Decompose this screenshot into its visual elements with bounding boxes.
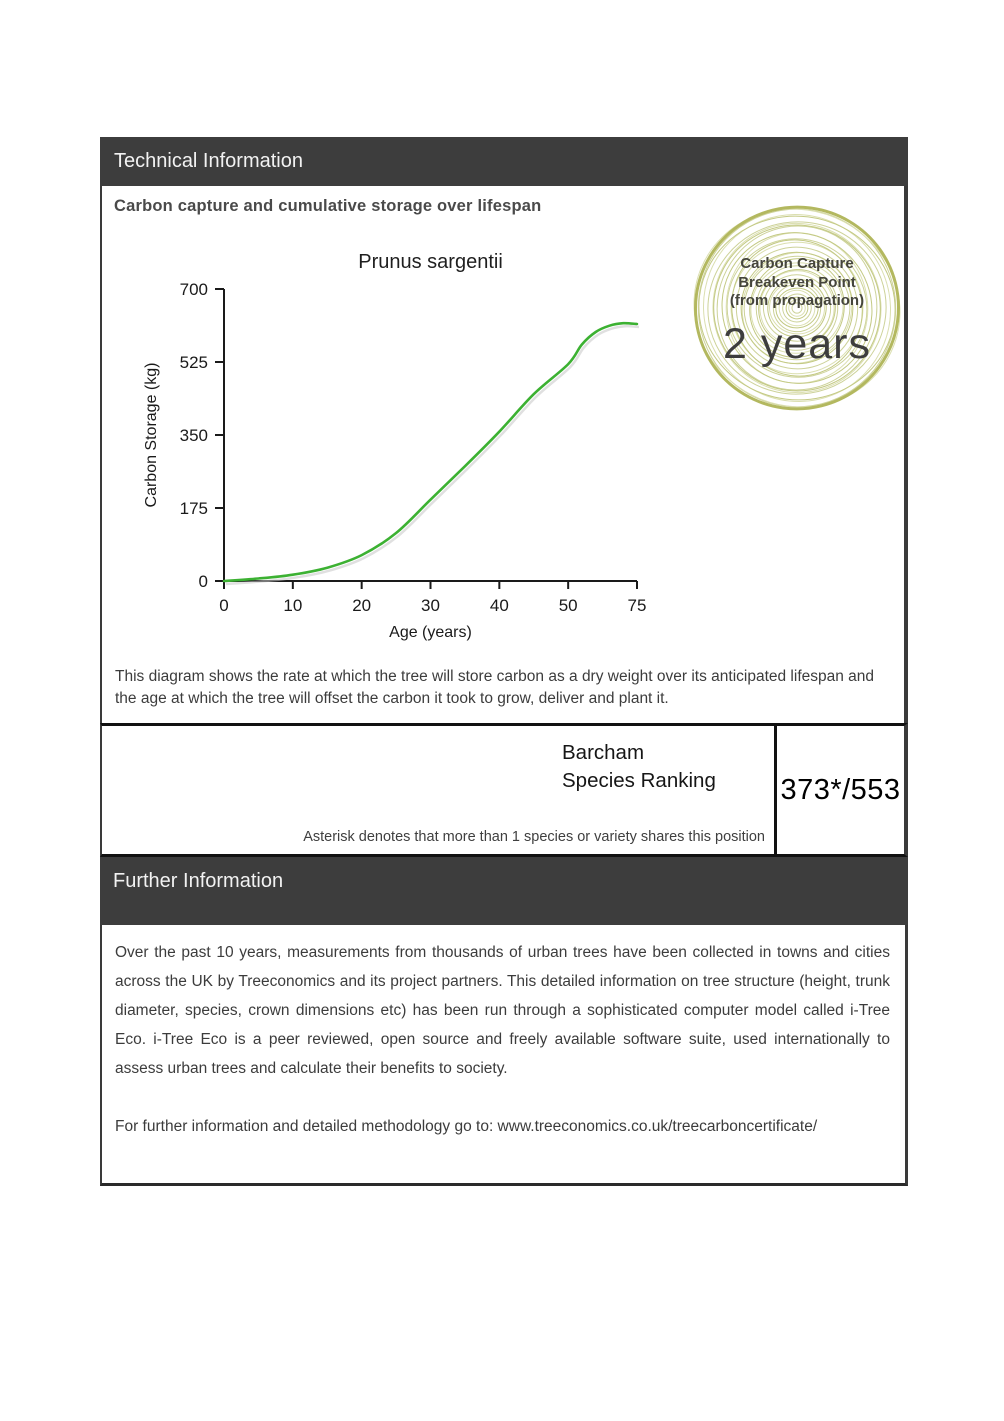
further-information-header	[100, 857, 908, 925]
svg-text:30: 30	[421, 596, 440, 615]
further-information-link-line: For further information and detailed methodology go to: www.treeconomics.co.uk/treecarboncertificate/	[115, 1118, 818, 1135]
technical-information-title: Technical Information	[114, 150, 303, 172]
species-ranking-value: 373*/553	[774, 726, 904, 854]
certificate-content	[100, 137, 908, 1186]
breakeven-badge	[687, 198, 907, 418]
chart-section-heading: Carbon capture and cumulative storage over lifespan	[114, 197, 542, 215]
svg-text:700: 700	[179, 280, 208, 299]
badge-line-1: Carbon Capture	[740, 255, 854, 272]
svg-text:0: 0	[198, 572, 208, 591]
badge-line-2: Breakeven Point	[738, 273, 856, 291]
further-information-paragraph: Over the past 10 years, measurements from thousands of urban trees have been collected in towns and cities across the UK by Treeconomics and its project partners. This detailed information on tree structure (height, trunk diameter, species, crown dimensions etc) has been run through a sophisticated computer model called i-Tree Eco. i-Tree Eco is a peer reviewed, open source and freely available software suite, used internationally to assess urban trees and calculate their benefits to society.	[115, 944, 890, 1077]
carbon-chart-svg	[142, 241, 682, 646]
further-information-body	[100, 925, 908, 1186]
svg-text:40: 40	[489, 596, 509, 615]
breakeven-value: 2 years	[722, 319, 871, 368]
svg-text:350: 350	[179, 426, 208, 445]
technical-information-header	[100, 137, 908, 186]
svg-text:Age (years): Age (years)	[389, 624, 472, 641]
asterisk-note: Asterisk denotes that more than 1 species or variety shares this position	[303, 829, 765, 845]
species-ranking-left-cell	[102, 726, 774, 854]
breakeven-badge-text	[687, 198, 907, 418]
svg-text:175: 175	[179, 499, 208, 518]
svg-text:Carbon Storage (kg): Carbon Storage (kg)	[143, 362, 160, 508]
svg-text:10: 10	[283, 596, 303, 615]
svg-text:75: 75	[627, 596, 647, 615]
ranking-title-line-1: Barcham	[562, 741, 645, 764]
carbon-chart-section	[100, 186, 908, 723]
chart-caption: This diagram shows the rate at which the tree will store carbon as a dry weight over its anticipated lifespan and the age at which the tree will offset the carbon it took to grow, deliver and plant it.	[115, 668, 875, 707]
svg-text:0: 0	[219, 596, 229, 615]
further-information-title: Further Information	[113, 870, 284, 892]
badge-line-3: (from propagation)	[729, 292, 865, 309]
svg-text:Prunus sargentii: Prunus sargentii	[358, 251, 503, 273]
species-ranking-title	[562, 739, 716, 795]
svg-text:20: 20	[352, 596, 372, 615]
carbon-storage-chart	[142, 241, 682, 646]
species-ranking-section	[100, 723, 908, 857]
svg-text:50: 50	[558, 596, 578, 615]
ranking-title-line-2: Species Ranking	[562, 769, 716, 792]
svg-text:525: 525	[179, 353, 208, 372]
